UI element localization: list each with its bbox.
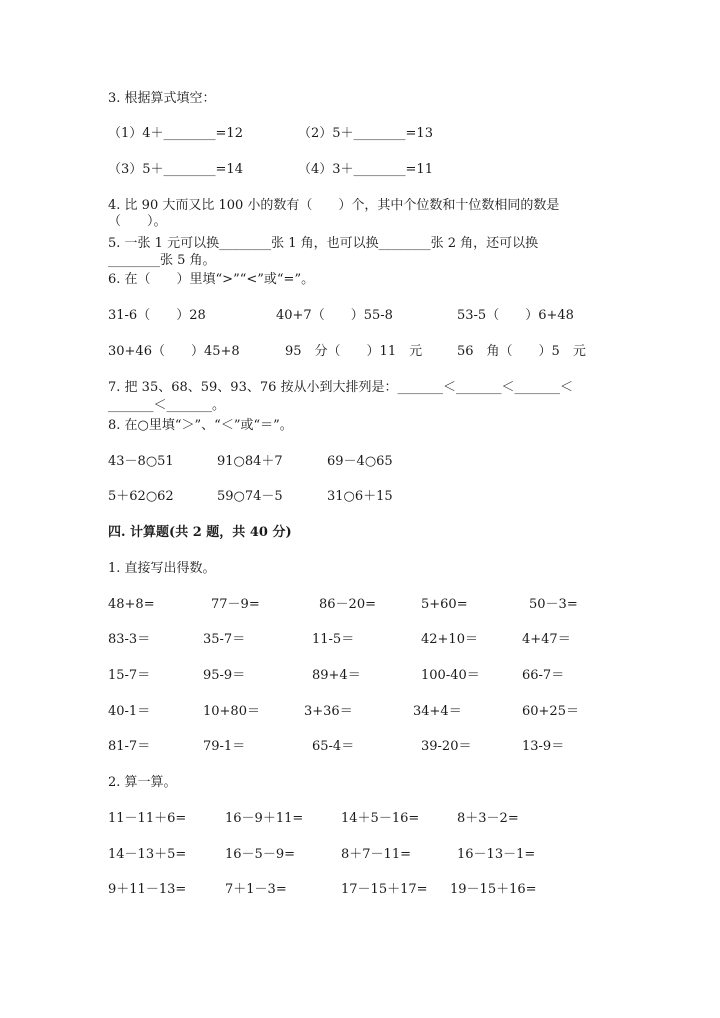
q8-item-5: 59○74－5 — [217, 489, 283, 504]
calc2-cell: 8＋3－2= — [457, 811, 519, 826]
calc1-cell: 34+4＝ — [413, 704, 462, 719]
q6-item-6: 56 角（ ）5 元 — [457, 344, 586, 359]
calc1-cell: 89+4＝ — [312, 668, 361, 683]
q6-title: 6. 在（ ）里填“>”“<”或“=”。 — [108, 272, 315, 287]
calc1-cell: 5+60= — [421, 597, 468, 612]
q3-title: 3. 根据算式填空： — [108, 91, 216, 106]
calc1-cell: 48+8= — [108, 597, 155, 612]
calc1-cell: 83-3＝ — [108, 632, 151, 647]
calc1-cell: 86－20= — [319, 597, 376, 612]
calc2-cell: 11－11＋6= — [108, 811, 187, 826]
q7-line-2: _______＜_______。 — [108, 398, 226, 413]
q5-line-1: 5. 一张 1 元可以换________张 1 角，也可以换________张 2 角，还可以换 — [108, 236, 539, 251]
calc1-cell: 40-1＝ — [108, 704, 151, 719]
q6-item-5: 95 分（ ）11 元 — [285, 344, 423, 359]
q8-item-1: 43－8○51 — [108, 454, 174, 469]
q4-line-2: （ ）。 — [108, 214, 167, 229]
q6-item-3: 53-5（ ）6+48 — [457, 308, 574, 323]
calc1-cell: 77－9= — [211, 597, 260, 612]
calc2-cell: 16－13－1= — [457, 847, 536, 862]
calc2-cell: 7＋1－3= — [225, 882, 287, 897]
q6-item-1: 31-6（ ）28 — [108, 308, 206, 323]
section-title: 四. 计算题(共 2 题，共 40 分) — [108, 525, 292, 540]
calc2-cell: 19－15＋16= — [450, 882, 537, 897]
calc2-cell: 14－13＋5= — [108, 847, 187, 862]
q8-item-6: 31○6＋15 — [327, 489, 393, 504]
calc1-cell: 50－3= — [529, 597, 578, 612]
calc1-cell: 15-7＝ — [108, 668, 151, 683]
calc1-cell: 11-5＝ — [312, 632, 355, 647]
calc1-cell: 65-4＝ — [312, 739, 355, 754]
calc1-cell: 42+10＝ — [421, 632, 478, 647]
calc1-title: 1. 直接写出得数。 — [108, 561, 216, 576]
q4-line-1: 4. 比 90 大而又比 100 小的数有（ ）个，其中个位数和十位数相同的数是 — [108, 198, 560, 213]
calc1-cell: 4+47＝ — [522, 632, 571, 647]
calc1-cell: 81-7＝ — [108, 739, 151, 754]
calc2-cell: 9＋11－13= — [108, 882, 187, 897]
q7-line-1: 7. 把 35、68、59、93、76 按从小到大排列是：_______＜_______＜_______＜ — [108, 380, 574, 395]
q8-item-2: 91○84＋7 — [217, 454, 283, 469]
calc1-cell: 66-7＝ — [522, 668, 565, 683]
q3-item-2: （2）5＋________=13 — [298, 126, 433, 141]
calc1-cell: 10+80＝ — [203, 704, 260, 719]
q6-item-2: 40+7（ ）55-8 — [276, 308, 393, 323]
q3-item-4: （4）3＋________=11 — [298, 162, 433, 177]
calc1-cell: 3+36＝ — [304, 704, 353, 719]
calc1-cell: 13-9＝ — [522, 739, 565, 754]
calc2-cell: 16－9＋11= — [225, 811, 304, 826]
calc2-cell: 16－5－9= — [225, 847, 295, 862]
q8-item-3: 69－4○65 — [327, 454, 393, 469]
q5-line-2: ________张 5 角。 — [108, 253, 216, 268]
q3-item-1: （1）4＋________=12 — [108, 126, 243, 141]
calc1-cell: 60+25＝ — [522, 704, 579, 719]
calc1-cell: 100-40＝ — [421, 668, 480, 683]
q8-title: 8. 在○里填“＞”、“＜”或“＝”。 — [108, 418, 293, 433]
calc2-cell: 14＋5－16= — [341, 811, 420, 826]
calc1-cell: 39-20＝ — [421, 739, 472, 754]
q6-item-4: 30+46（ ）45+8 — [108, 344, 240, 359]
calc1-cell: 95-9＝ — [203, 668, 246, 683]
calc2-cell: 8＋7－11= — [341, 847, 411, 862]
calc1-cell: 79-1＝ — [203, 739, 246, 754]
calc1-cell: 35-7＝ — [203, 632, 246, 647]
calc2-title: 2. 算一算。 — [108, 775, 177, 790]
q3-item-3: （3）5＋________=14 — [108, 162, 243, 177]
calc2-cell: 17－15＋17= — [341, 882, 428, 897]
q8-item-4: 5＋62○62 — [108, 489, 174, 504]
